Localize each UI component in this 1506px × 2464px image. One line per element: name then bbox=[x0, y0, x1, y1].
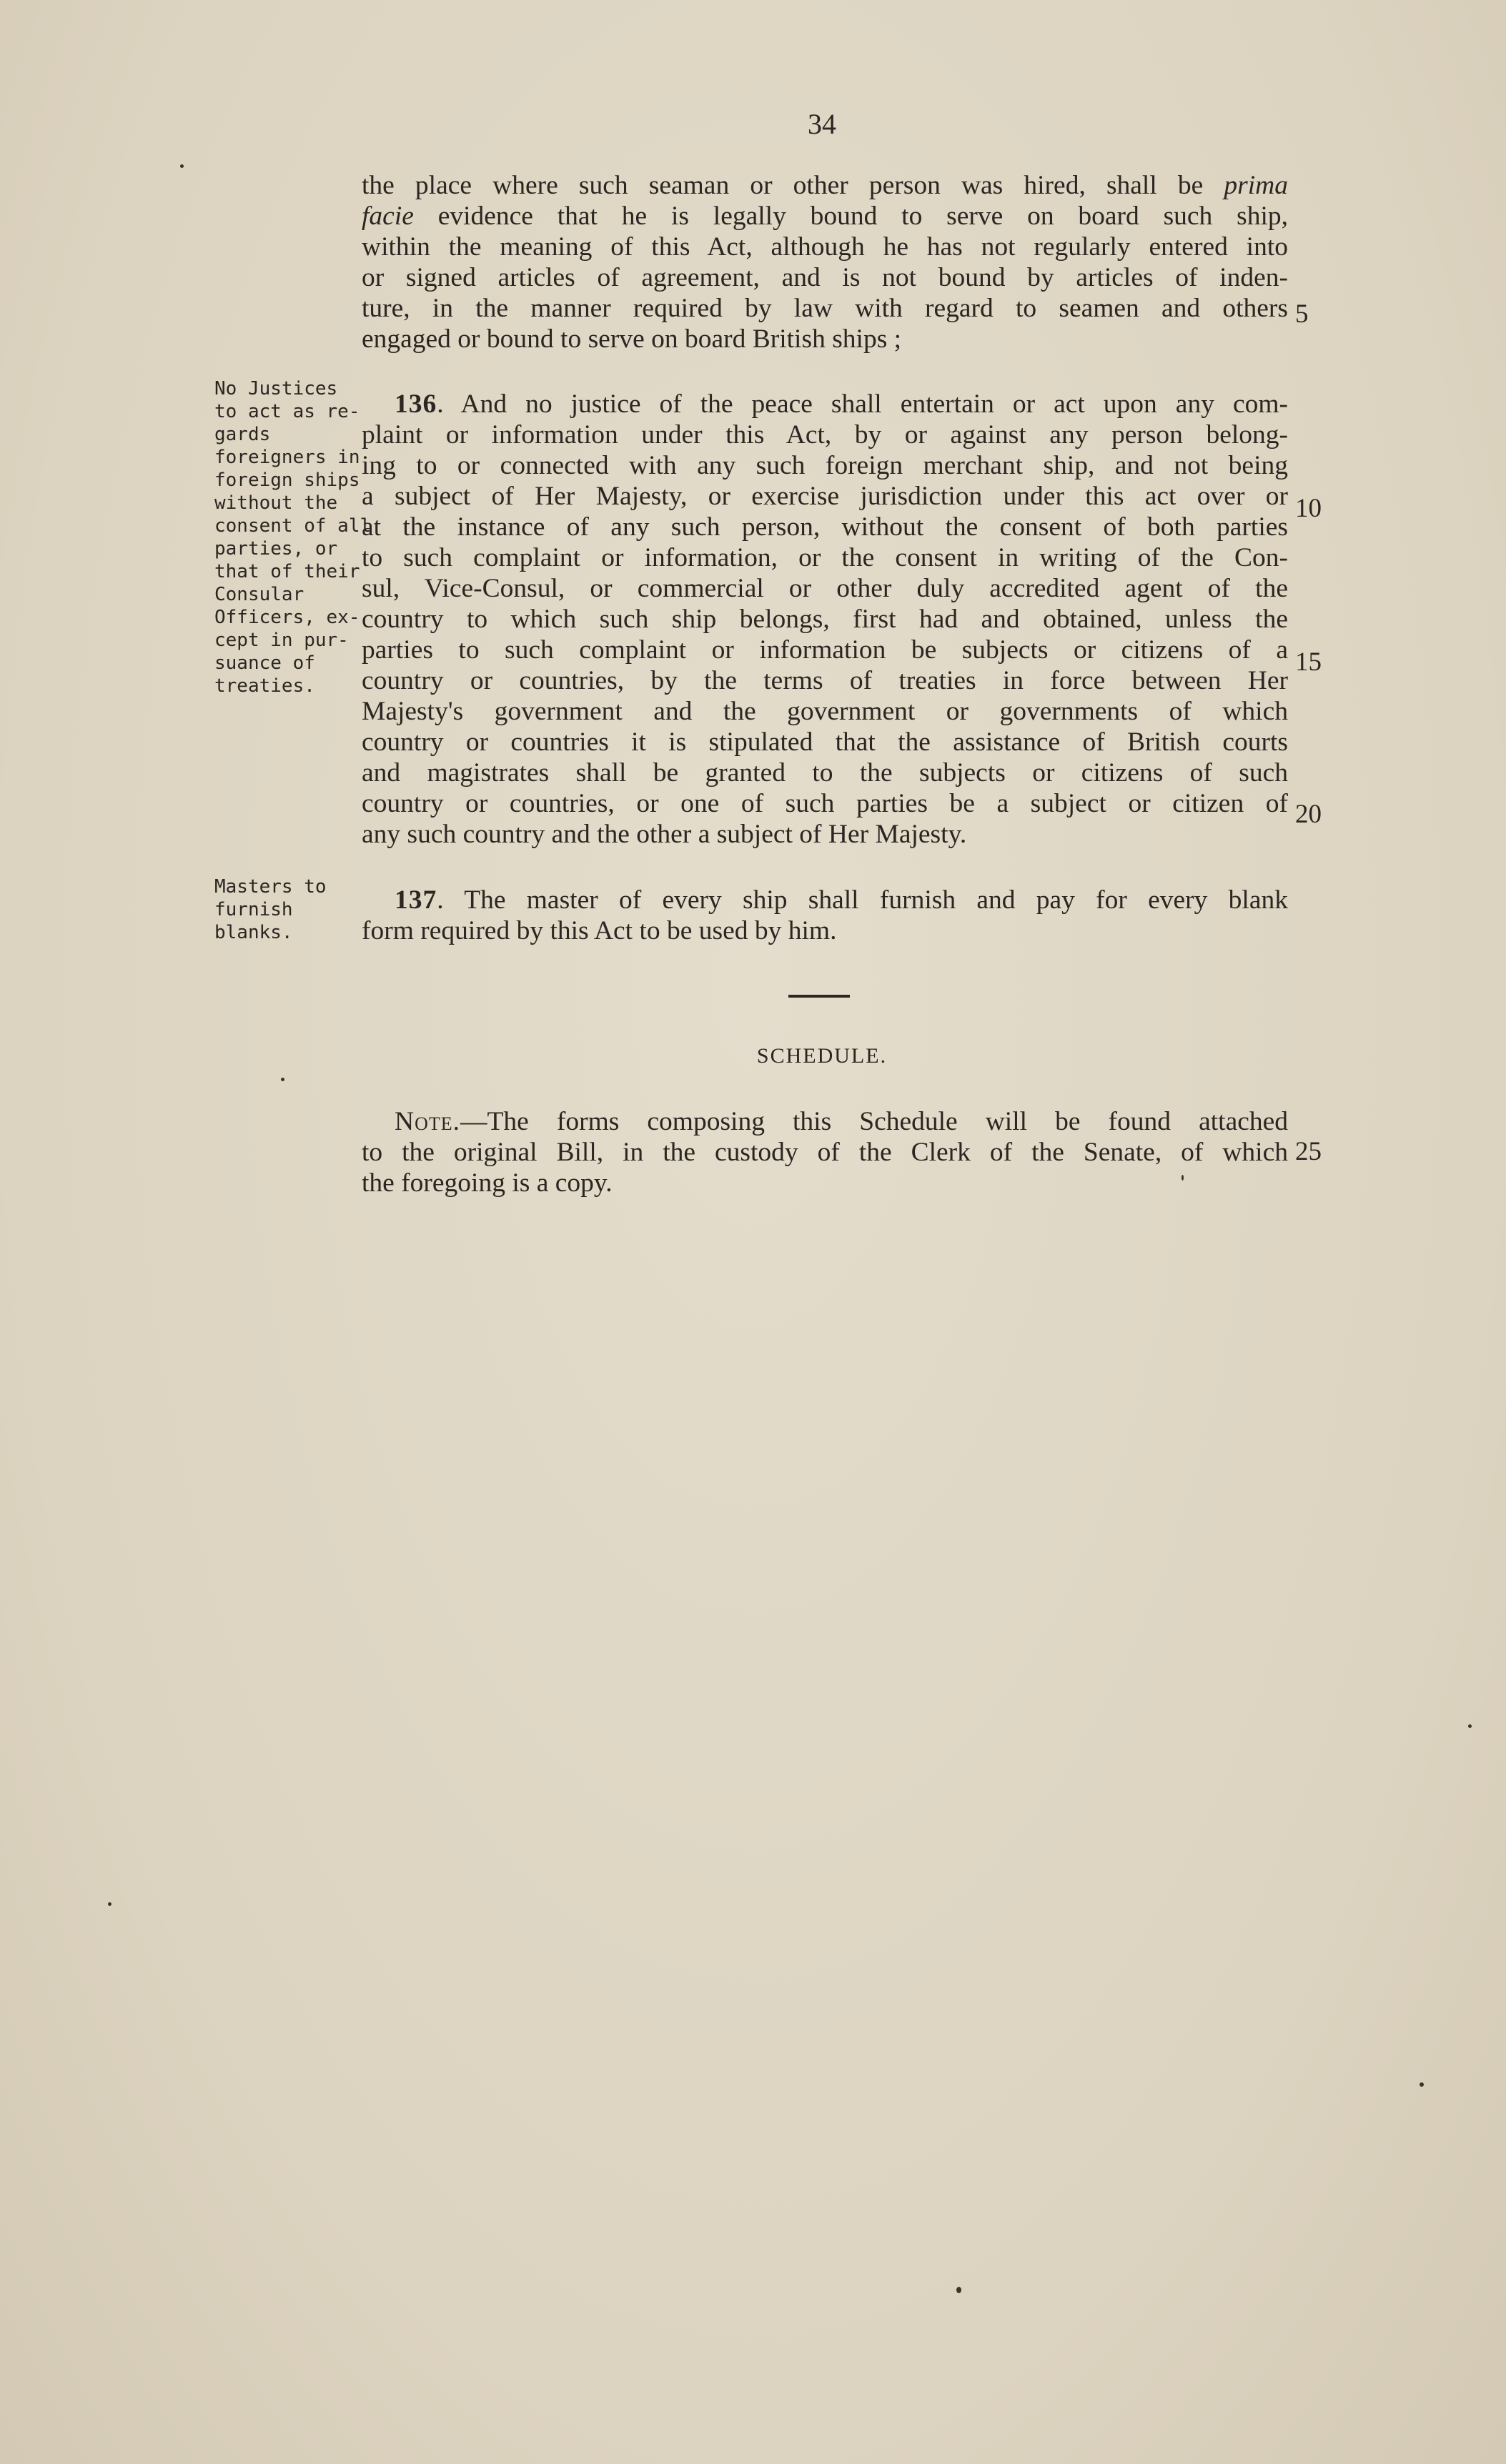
text-line: country to which such ship belongs, first had and obtained, unless the bbox=[362, 605, 1288, 634]
text-line: to such complaint or information, or the consent in writing of the Con- bbox=[362, 543, 1288, 572]
page-number: 34 bbox=[808, 108, 836, 140]
text-line: within the meaning of this Act, although he has not regularly entered into bbox=[362, 232, 1288, 262]
margin-note-line: to act as re- bbox=[214, 401, 360, 422]
line-number: 25 bbox=[1295, 1137, 1322, 1166]
margin-note-line: Consular bbox=[214, 584, 304, 605]
margin-note-line: cept in pur- bbox=[214, 630, 349, 651]
text-line: Note.—The forms composing this Schedule will be found attached bbox=[395, 1107, 1288, 1136]
paper-speck bbox=[1468, 1724, 1472, 1728]
text-line: country or countries it is stipulated that the assistance of British courts bbox=[362, 727, 1288, 757]
margin-note-line: treaties. bbox=[214, 675, 315, 697]
section-divider bbox=[788, 995, 850, 998]
margin-note-line: No Justices bbox=[214, 378, 338, 399]
margin-note-line: gards bbox=[214, 424, 271, 445]
text-line: plaint or information under this Act, by or against any person belong- bbox=[362, 420, 1288, 449]
margin-note-line: consent of all bbox=[214, 515, 372, 537]
paper-speck bbox=[108, 1902, 112, 1906]
text-line: sul, Vice-Consul, or commercial or other duly accredited agent of the bbox=[362, 574, 1288, 603]
section-number: 136 bbox=[395, 389, 437, 419]
line-number: 15 bbox=[1295, 647, 1322, 677]
line-number: 5 bbox=[1295, 299, 1309, 329]
schedule-note bbox=[362, 1106, 1288, 1198]
text-line: 136. And no justice of the peace shall entertain or act upon any com- bbox=[395, 389, 1288, 419]
section-137-paragraph bbox=[362, 885, 1288, 946]
text-line: Majesty's government and the government or governments of which bbox=[362, 697, 1288, 726]
margin-note-line: parties, or bbox=[214, 538, 338, 560]
text-line: form required by this Act to be used by him. bbox=[362, 916, 837, 945]
text-line: and magistrates shall be granted to the subjects or citizens of such bbox=[362, 758, 1288, 788]
text-line: facie evidence that he is legally bound to serve on board such ship, bbox=[362, 202, 1288, 231]
text-line: the place where such seaman or other person was hired, shall be prima bbox=[362, 171, 1288, 200]
margin-note-line: Officers, ex- bbox=[214, 607, 360, 628]
text-line: parties to such complaint or information be subjects or citizens of a bbox=[362, 635, 1288, 665]
text-line: ture, in the manner required by law with regard to seamen and others bbox=[362, 294, 1288, 323]
paper-speck bbox=[1181, 1175, 1184, 1181]
text-line: the foregoing is a copy. bbox=[362, 1168, 613, 1198]
paper-speck bbox=[1420, 2082, 1424, 2087]
continuation-paragraph bbox=[362, 170, 1288, 354]
text-line: any such country and the other a subject of Her Majesty. bbox=[362, 820, 967, 849]
text-line: country or countries, or one of such parties be a subject or citizen of bbox=[362, 789, 1288, 818]
line-number: 10 bbox=[1295, 494, 1322, 523]
margin-note-line: foreigners in bbox=[214, 447, 360, 468]
text-line: country or countries, by the terms of treaties in force between Her bbox=[362, 666, 1288, 695]
schedule-heading: SCHEDULE. bbox=[756, 1044, 888, 1068]
margin-note-137 bbox=[214, 875, 357, 944]
text-line: 137. The master of every ship shall furnish and pay for every blank bbox=[395, 885, 1288, 915]
margin-note-line: foreign ships bbox=[214, 470, 360, 491]
note-label: Note. bbox=[395, 1107, 460, 1136]
margin-note-136 bbox=[214, 377, 372, 697]
section-number: 137 bbox=[395, 885, 437, 915]
text-line: at the instance of any such person, without the consent of both parties bbox=[362, 512, 1288, 542]
paper-speck bbox=[956, 2287, 961, 2293]
margin-note-line: that of their bbox=[214, 561, 360, 582]
margin-note-line: blanks. bbox=[214, 922, 293, 943]
margin-note-line: Masters to bbox=[214, 876, 327, 898]
text-line: or signed articles of agreement, and is not bound by articles of inden- bbox=[362, 263, 1288, 292]
section-136-paragraph bbox=[362, 389, 1288, 850]
margin-note-line: without the bbox=[214, 492, 338, 514]
line-number: 20 bbox=[1295, 800, 1322, 829]
text-line: a subject of Her Majesty, or exercise jurisdiction under this act over or bbox=[362, 482, 1288, 511]
paper-speck bbox=[281, 1078, 284, 1081]
text-line: ing to or connected with any such foreign merchant ship, and not being bbox=[362, 451, 1288, 480]
text-line: engaged or bound to serve on board British ships ; bbox=[362, 324, 902, 354]
margin-note-line: furnish bbox=[214, 899, 293, 920]
text-line: to the original Bill, in the custody of the Clerk of the Senate, of which bbox=[362, 1138, 1288, 1167]
paper-speck bbox=[180, 164, 184, 168]
margin-note-line: suance of bbox=[214, 652, 315, 674]
